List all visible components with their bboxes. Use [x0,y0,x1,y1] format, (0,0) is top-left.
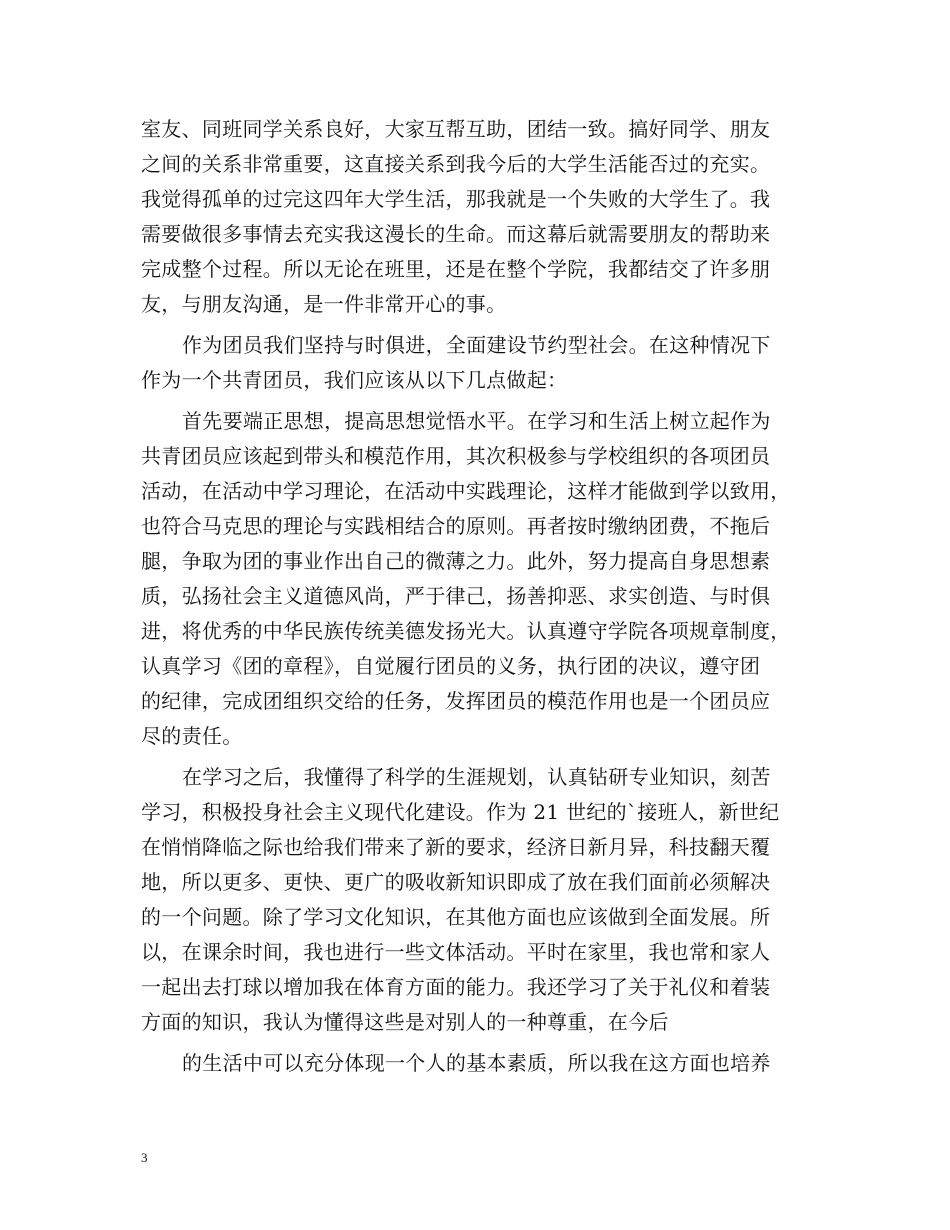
text-line: 共青团员应该起到带头和模范作用，其次积极参与学校组织的各项团员 [141,444,771,468]
text-line: 地，所以更多、更快、更广的吸收新知识即成了放在我们面前必须解决 [141,870,771,894]
page-number: 3 [141,1150,148,1165]
text-line: 也符合马克思的理论与实践相结合的原则。再者按时缴纳团费，不拖后 [141,514,771,538]
text-line: 室友、同班同学关系良好，大家互帮互助，团结一致。搞好同学、朋友 [141,117,771,141]
text-line: 腿，争取为团的事业作出自己的微薄之力。此外，努力提高自身思想素 [141,549,771,573]
text-line: 以，在课余时间，我也进行一些文体活动。平时在家里，我也常和家人 [141,940,771,964]
text-line: 活动，在活动中学习理论，在活动中实践理论，这样才能做到学以致用， [141,479,791,503]
text-line: 需要做很多事情去充实我这漫长的生命。而这幕后就需要朋友的帮助来 [141,222,771,246]
text-line: 学习，积极投身社会主义现代化建设。作为 21 世纪的`接班人，新世纪 [141,800,780,824]
text-line: 质，弘扬社会主义道德风尚，严于律己，扬善抑恶、求实创造、与时俱 [141,584,771,608]
paragraph-first-line: 的生活中可以充分体现一个人的基本素质，所以我在这方面也培养 [182,1051,771,1075]
text-line: 一起出去打球以增加我在体育方面的能力。我还学习了关于礼仪和着装 [141,975,771,999]
text-line: 在悄悄降临之际也给我们带来了新的要求，经济日新月异，科技翻天覆 [141,835,771,859]
paragraph-first-line: 在学习之后，我懂得了科学的生涯规划，认真钻研专业知识，刻苦 [182,765,771,789]
text-line: 尽的责任。 [141,724,243,748]
text-line: 之间的关系非常重要，这直接关系到我今后的大学生活能否过的充实。 [141,152,771,176]
text-line: 的纪律，完成团组织交给的任务，发挥团员的模范作用也是一个团员应 [141,689,771,713]
paragraph-first-line: 作为团员我们坚持与时俱进，全面建设节约型社会。在这种情况下 [182,333,771,357]
text-line: 我觉得孤单的过完这四年大学生活，那我就是一个失败的大学生了。我 [141,187,771,211]
text-line: 的一个问题。除了学习文化知识，在其他方面也应该做到全面发展。所 [141,905,771,929]
text-line: 方面的知识，我认为懂得这些是对别人的一种尊重，在今后 [141,1010,669,1034]
text-line: 作为一个共青团员，我们应该从以下几点做起： [141,368,568,392]
text-line: 认真学习《团的章程》，自觉履行团员的义务，执行团的决议，遵守团 [141,654,761,678]
text-line: 友，与朋友沟通，是一件非常开心的事。 [141,292,507,316]
text-line: 进，将优秀的中华民族传统美德发扬光大。认真遵守学院各项规章制度， [141,619,791,643]
text-line: 完成整个过程。所以无论在班里，还是在整个学院，我都结交了许多朋 [141,257,771,281]
paragraph-first-line: 首先要端正思想，提高思想觉悟水平。在学习和生活上树立起作为 [182,409,771,433]
